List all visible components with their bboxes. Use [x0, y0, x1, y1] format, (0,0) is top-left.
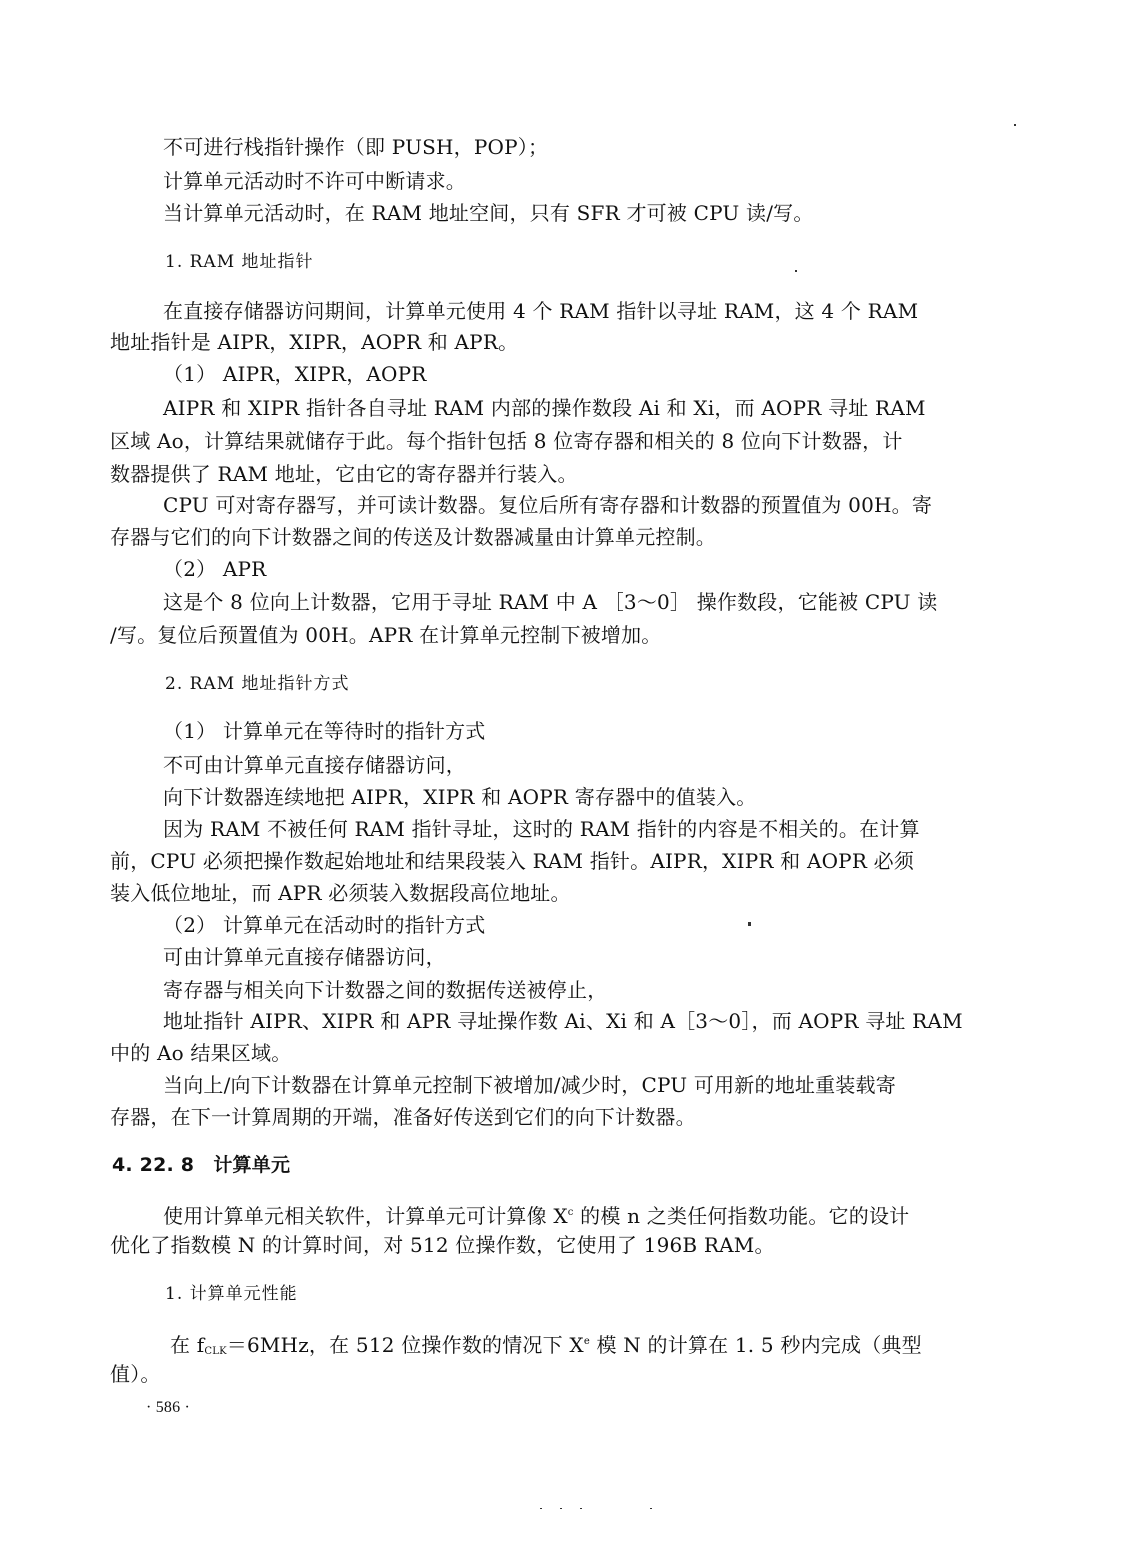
text-line: 计算单元活动时不许可中断请求。 — [163, 169, 466, 193]
text-line: 存器与它们的向下计数器之间的传送及计数器减量由计算单元控制。 — [110, 525, 716, 549]
scan-speck — [795, 270, 797, 272]
text-line: 地址指针是 AIPR，XIPR，AOPR 和 APR。 — [110, 330, 519, 354]
text-line: 优化了指数模 N 的计算时间，对 512 位操作数，它使用了 196B RAM。 — [110, 1233, 775, 1257]
subheading: 1. RAM 地址指针 — [165, 252, 314, 272]
scan-speck — [540, 1508, 542, 1509]
text-line: 中的 Ao 结果区域。 — [110, 1041, 292, 1065]
subheading: 2. RAM 地址指针方式 — [165, 674, 350, 694]
text-line: 前，CPU 必须把操作数起始地址和结果段装入 RAM 指针。AIPR，XIPR 和 AOPR 必须 — [110, 849, 915, 873]
text-line: 当计算单元活动时，在 RAM 地址空间，只有 SFR 才可被 CPU 读/写。 — [163, 201, 814, 225]
text-line: （2） 计算单元在活动时的指针方式 — [163, 913, 486, 937]
text-line: （1） AIPR，XIPR，AOPR — [163, 362, 427, 386]
text-line: 可由计算单元直接存储器访问， — [163, 945, 446, 969]
text-line: AIPR 和 XIPR 指针各自寻址 RAM 内部的操作数段 Ai 和 Xi，而 AOPR 寻址 RAM — [163, 396, 926, 420]
scan-speck — [748, 922, 751, 926]
text-line: 存器，在下一计算周期的开端，准备好传送到它们的向下计数器。 — [110, 1105, 696, 1129]
text-line: 因为 RAM 不被任何 RAM 指针寻址，这时的 RAM 指针的内容是不相关的。在计算 — [163, 817, 920, 841]
text-line: 在直接存储器访问期间，计算单元使用 4 个 RAM 指针以寻址 RAM，这 4 个 RAM — [163, 299, 919, 323]
text-line: 这是个 8 位向上计数器，它用于寻址 RAM 中 A ［3～0］ 操作数段，它能被 CPU 读 — [163, 590, 938, 614]
section-heading: 4. 22. 8 计算单元 — [112, 1154, 291, 1176]
text-line: CPU 可对寄存器写，并可读计数器。复位后所有寄存器和计数器的预置值为 00H。寄 — [163, 493, 933, 517]
scan-speck — [1014, 124, 1016, 126]
text-line: （2） APR — [163, 557, 267, 581]
text-line: 当向上/向下计数器在计算单元控制下被增加/减少时，CPU 可用新的地址重装载寄 — [163, 1073, 896, 1097]
text-line: 值）。 — [110, 1362, 161, 1386]
text-line: 不可进行栈指针操作（即 PUSH，POP）； — [163, 135, 549, 159]
text-line: 数器提供了 RAM 地址，它由它的寄存器并行装入。 — [110, 462, 578, 486]
text-line: /写。复位后预置值为 00H。APR 在计算单元控制下被增加。 — [110, 623, 662, 647]
text-line: 区域 Ao，计算结果就储存于此。每个指针包括 8 位寄存器和相关的 8 位向下计数器，计 — [110, 429, 903, 453]
text-line: 在 $f_{CLK}=6MHz$，在 512 位操作数的情况下 Xe 模 N 的计算在 1. 5 秒内完成（典型 — [170, 1333, 922, 1357]
text-line: （1） 计算单元在等待时的指针方式 — [163, 719, 486, 743]
scan-speck — [580, 1508, 582, 1509]
scan-speck — [650, 1508, 652, 1509]
text-line: 寄存器与相关向下计数器之间的数据传送被停止， — [163, 978, 608, 1002]
text-line: 装入低位地址，而 APR 必须装入数据段高位地址。 — [110, 881, 571, 905]
text-line: 地址指针 AIPR、XIPR 和 APR 寻址操作数 Ai、Xi 和 A［3～0］，而 AOPR 寻址 RAM — [163, 1009, 963, 1033]
subheading: 1. 计算单元性能 — [165, 1284, 298, 1304]
text-line: 使用计算单元相关软件，计算单元可计算像 $X^c$ 的模 n 之类任何指数功能。它的设计 — [163, 1204, 910, 1228]
page-number: · 586 · — [146, 1399, 191, 1416]
scan-speck — [560, 1508, 562, 1509]
text-line: 向下计数器连续地把 AIPR，XIPR 和 AOPR 寄存器中的值装入。 — [163, 785, 757, 809]
text-line: 不可由计算单元直接存储器访问， — [163, 753, 466, 777]
